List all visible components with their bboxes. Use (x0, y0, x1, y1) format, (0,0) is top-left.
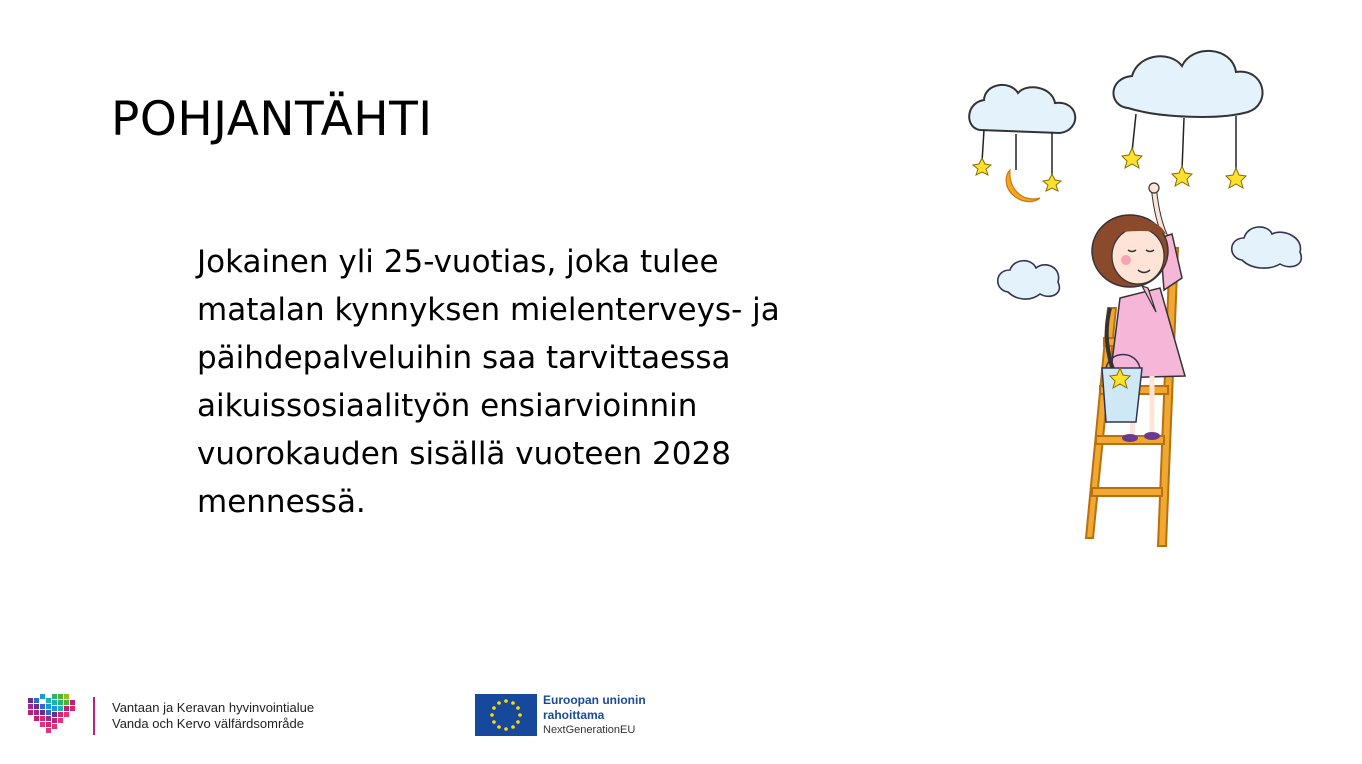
eu-line-1: Euroopan unionin (543, 693, 646, 707)
eu-line-3: NextGenerationEU (543, 724, 636, 736)
star-icon (1226, 168, 1246, 188)
org-name-fi: Vantaan ja Keravan hyvinvointialue (112, 700, 315, 715)
eu-flag-icon (475, 694, 537, 736)
cloud-icon (1113, 51, 1262, 117)
footer-divider (93, 697, 95, 735)
star-icon (973, 158, 991, 175)
star-icon (1172, 166, 1192, 186)
org-name-sv: Vanda och Kervo välfärdsområde (112, 716, 304, 731)
star-icon (1122, 148, 1142, 168)
cloud-icon (1232, 227, 1302, 268)
cloud-icon (969, 85, 1075, 133)
moon-icon (1006, 170, 1040, 202)
eu-line-2: rahoittama (543, 708, 605, 722)
vakehyva-logo (28, 694, 76, 736)
eu-funding-text (543, 693, 646, 738)
cloud-icon (998, 261, 1060, 299)
organization-name (112, 700, 314, 732)
slide-title: POHJANTÄHTI (111, 92, 433, 147)
slide-body-text: Jokainen yli 25-vuotias, joka tulee matalan kynnyksen mielenterveys- ja päihdepalveluihin saa tarvittaessa aikuissosiaalityön ensiarvioinnin vuorokauden sisällä vuoteen 2028 mennessä. (197, 244, 780, 520)
girl-on-ladder-illustration (960, 38, 1320, 558)
star-icon (1043, 174, 1061, 191)
